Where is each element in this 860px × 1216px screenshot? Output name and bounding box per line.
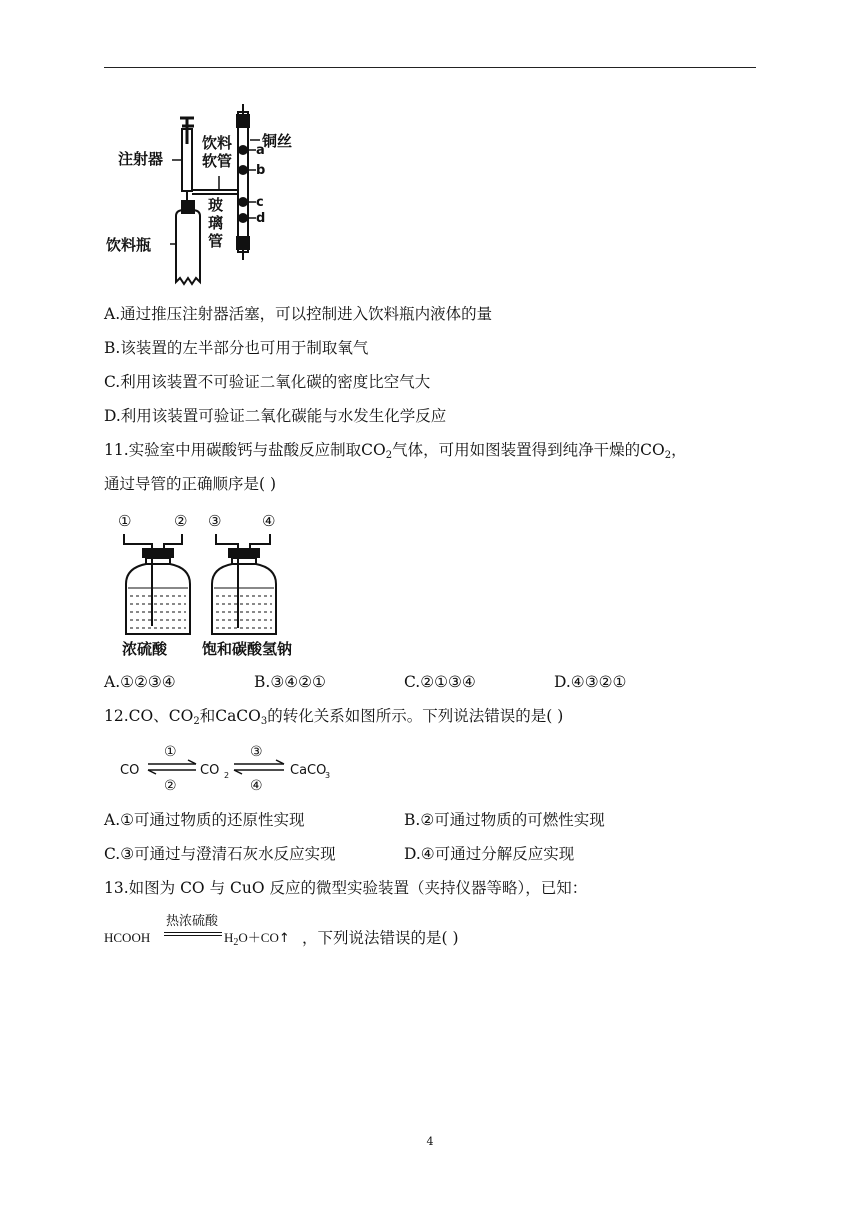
port-3: ③ [208, 512, 222, 530]
q11-option-d: D.④③②① [554, 673, 627, 691]
q12-option-c: C.③可通过与澄清石灰水反应实现 [104, 845, 336, 863]
label-glass-3: 管 [208, 232, 224, 250]
arrow-label-1: ① [164, 744, 177, 760]
gas-up-arrow-icon: ↑ [278, 931, 290, 946]
header-rule [104, 67, 756, 68]
q11-wash-bottles-figure [112, 508, 302, 660]
page-number: 4 [426, 1135, 434, 1148]
label-b: b [256, 163, 266, 178]
label-glass-1: 玻 [208, 196, 224, 214]
species-co: CO [120, 763, 140, 778]
port-2: ② [174, 512, 188, 530]
svg-text:3: 3 [325, 771, 331, 780]
q10-option-d: D.利用该装置可验证二氧化碳能与水发生化学反应 [104, 407, 447, 425]
species-caco3: CaCO [290, 763, 327, 778]
label-c: c [256, 195, 264, 210]
label-tube-1: 饮料 [202, 134, 233, 152]
q11-option-b: B.③④②① [254, 673, 326, 691]
equation-products: $H_2O+CO↑$ [224, 930, 290, 948]
svg-text:2: 2 [224, 771, 230, 780]
q12-stem: 12.CO、$CO_2$和CaCO$_3$的转化关系如图所示。下列说法错误的是( ) [104, 707, 564, 727]
left-wash-bottle [124, 534, 190, 634]
right-bottle-label: 饱和碳酸氢钠 [202, 640, 293, 658]
q11-option-a: A.①②③④ [104, 673, 176, 691]
q10-option-a: A.通过推压注射器活塞，可以控制进入饮料瓶内液体的量 [104, 305, 493, 323]
q10-apparatus-figure [104, 104, 314, 290]
equation-line-top [164, 932, 222, 933]
species-co2: CO [200, 763, 220, 778]
arrow-label-4: ④ [250, 778, 263, 794]
q10-option-b: B.该装置的左半部分也可用于制取氧气 [104, 339, 369, 357]
port-1: ① [118, 512, 132, 530]
label-tube-2: 软管 [202, 152, 233, 170]
q12-option-b: B.②可通过物质的可燃性实现 [404, 811, 605, 829]
equation-condition: 热浓硫酸 [166, 914, 219, 929]
q12-conversion-diagram [114, 740, 344, 796]
equation-reactant: HCOOH [104, 930, 151, 945]
label-syringe: 注射器 [118, 150, 164, 168]
q11-option-c: C.②①③④ [404, 673, 476, 691]
left-bottle-label: 浓硫酸 [122, 640, 168, 658]
right-wash-bottle [212, 534, 276, 634]
equation-line-bottom [164, 935, 222, 936]
label-d: d [256, 211, 266, 226]
q12-option-d: D.④可通过分解反应实现 [404, 845, 575, 863]
q11-stem-line2: 通过导管的正确顺序是( ) [104, 475, 277, 493]
label-glass-2: 璃 [208, 214, 224, 232]
label-copper-wire: 铜丝 [262, 132, 293, 150]
port-4: ④ [262, 512, 276, 530]
arrow-label-3: ③ [250, 744, 263, 760]
q12-option-a: A.①可通过物质的还原性实现 [104, 811, 305, 829]
label-a: a [256, 143, 265, 158]
arrow-label-2: ② [164, 778, 177, 794]
q13-question-suffix: ，下列说法错误的是( ) [302, 929, 459, 947]
q13-stem-line1: 13.如图为 CO 与 CuO 反应的微型实验装置（夹持仪器等略），已知： [104, 879, 588, 897]
label-bottle: 饮料瓶 [106, 236, 152, 254]
q10-option-c: C.利用该装置不可验证二氧化碳的密度比空气大 [104, 373, 431, 391]
q11-stem-line1: 11.实验室中用碳酸钙与盐酸反应制取$CO_2$气体，可用如图装置得到纯净干燥的$CO_2$， [104, 441, 687, 461]
